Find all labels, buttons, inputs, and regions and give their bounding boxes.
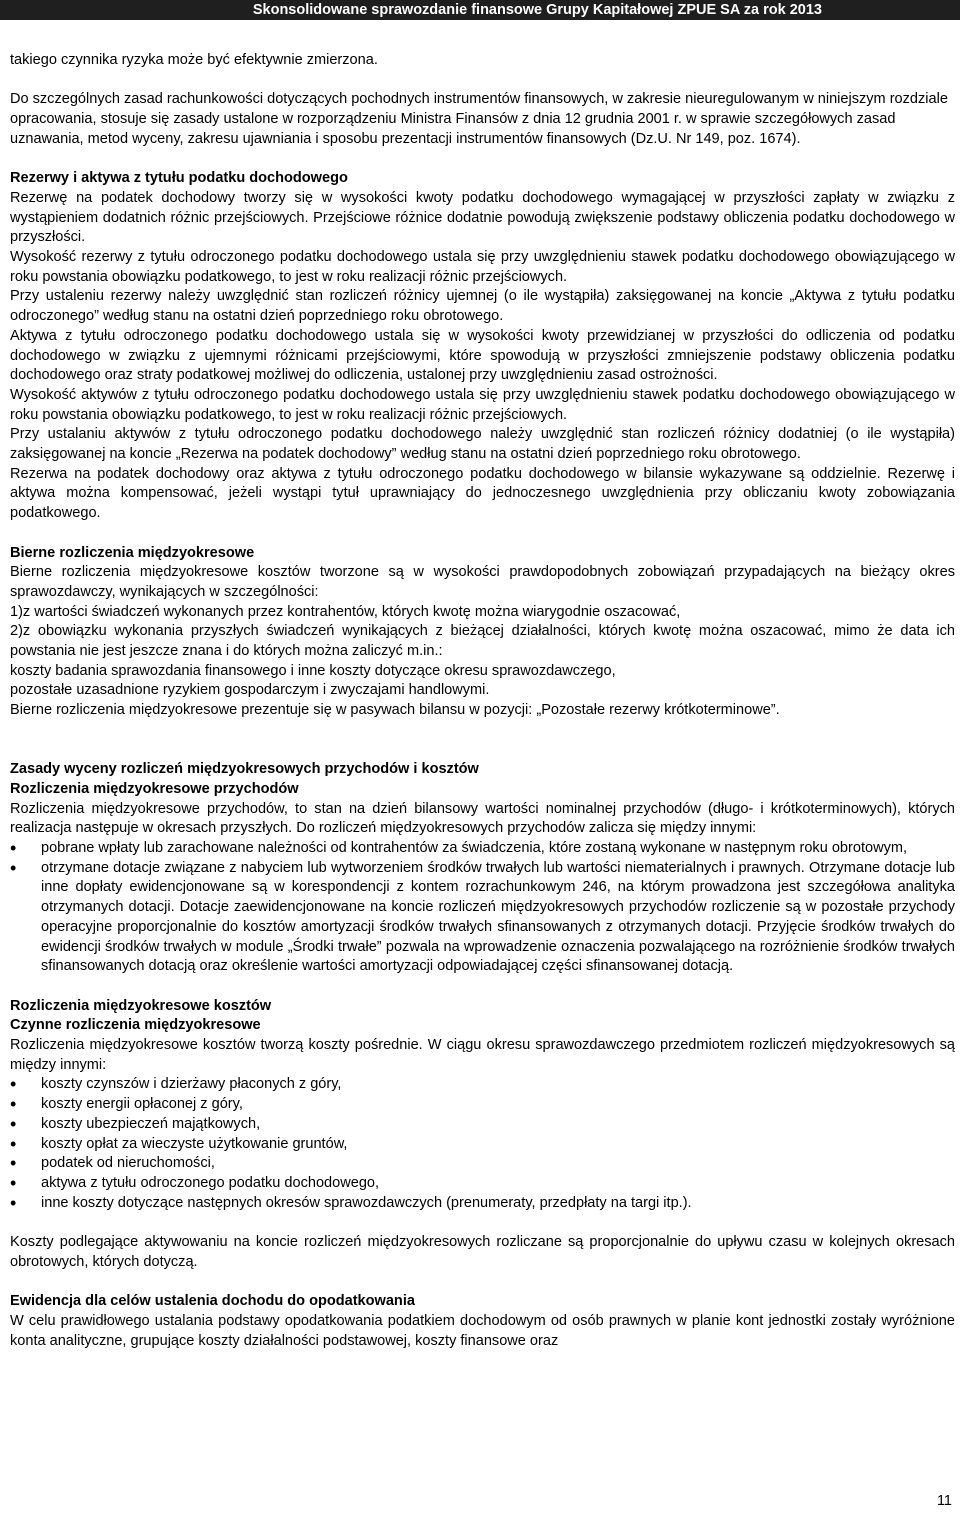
list-item: • otrzymane dotacje związane z nabyciem lub wytworzeniem środków trwałych lub wartości niematerialnych i prawnych. Otrzymane dotacje lub inne dopłaty ewidencjonowane są w korespondencji z kontem rozrachunkowym 246, na którym prowadzona jest szczegółowa analityka otrzymanych dotacji. Dotacje zaewidencjonowane na koncie rozliczeń międzyokresowych przychodów rozliczenie są w pozostałe przychody operacyjne proporcjonalnie do kosztów amortyzacji środków trwałych sfinansowanych z otrzymanych dotacji. Przyjęcie środków trwałych do ewidencji środków trwałych w module „Środki trwałe” pozwala na wprowadzenie oznaczenia pozwalającego na rozróżnienie środków trwałych sfinansowanych dotacją oraz określenie wartości amortyzacji odpowiadającej części sfinansowanej dotacją. <box>10 859 955 977</box>
list-item: • koszty ubezpieczeń majątkowych, <box>10 1115 955 1135</box>
list-item: • koszty opłat za wieczyste użytkowanie gruntów, <box>10 1135 955 1155</box>
section-heading: Bierne rozliczenia międzyokresowe <box>10 544 255 561</box>
paragraph: takiego czynnika ryzyka może być efektywnie zmierzona. <box>10 52 378 68</box>
list-line: 2)z obowiązku wykonania przyszłych świadczeń wynikających z bieżącej działalności, których kwotę można oszacować, mimo że data ich powstania nie jest jeszcze znana i do których można zaliczyć m.in.: <box>10 623 955 660</box>
page-content <box>10 51 955 1351</box>
list-line: 1)z wartości świadczeń wykonanych przez kontrahentów, których kwotę można wiarygodnie oszacować, <box>10 603 681 620</box>
bullet-list <box>10 839 955 977</box>
paragraph: Bierne rozliczenia międzyokresowe prezentuje się w pasywach bilansu w pozycji: „Pozostałe rezerwy krótkoterminowe”. <box>10 702 780 719</box>
section-heading: Zasady wyceny rozliczeń międzyokresowych przychodów i kosztów <box>10 761 479 778</box>
page-number: 11 <box>936 1493 952 1509</box>
document-title: Skonsolidowane sprawozdanie finansowe Grupy Kapitałowej ZPUE SA za rok 2013 <box>252 2 822 18</box>
header-bar <box>0 0 960 20</box>
paragraph: Przy ustaleniu rezerwy należy uwzględnić stan rozliczeń różnicy ujemnej (o ile wystąpiła) zaksięgowanej na koncie „Aktywa z tytułu podatku odroczonego” według stanu na ostatni dzień poprzedniego roku obrotowego. <box>10 288 955 325</box>
paragraph: Aktywa z tytułu odroczonego podatku dochodowego ustala się w wysokości kwoty przewidzianej w przyszłości do odliczenia od podatku dochodowego w związku z ujemnymi różnicami przejściowymi, które spowodują w przyszłości zmniejszenie podstawy obliczenia podatku dochodowego oraz straty podatkowej możliwej do odliczenia, ustalonej przy uwzględnieniu zasad ostrożności. <box>10 327 955 384</box>
paragraph: Rozliczenia międzyokresowe kosztów tworzą koszty pośrednie. W ciągu okresu sprawozdawczego przedmiotem rozliczeń międzyokresowych są między innymi: <box>10 1037 955 1073</box>
paragraph: Przy ustalaniu aktywów z tytułu odroczonego podatku dochodowego należy uwzględnić stan rozliczeń różnicy dodatniej (o ile wystąpiła) zaksięgowanej na koncie „Rezerwa na podatek dochodowy” według stanu na ostatni dzień poprzedniego roku obrotowego. <box>10 426 955 463</box>
paragraph: Rezerwę na podatek dochodowy tworzy się w wysokości kwoty podatku dochodowego wymagającej w przyszłości zapłaty w związku z wystąpieniem dodatnich różnic przejściowych. Przejściowe różnice dodatnie powodują zwiększenie podstawy obliczenia podatku dochodowego w przyszłości. <box>10 189 955 246</box>
paragraph: Rozliczenia międzyokresowe przychodów, to stan na dzień bilansowy wartości nominalnej przychodów (długo- i krótkoterminowych), których realizacja następuje w okresach przyszłych. Do rozliczeń międzyokresowych przychodów zalicza się między innymi: <box>10 800 955 837</box>
list-line: koszty badania sprawozdania finansowego i inne koszty dotyczące okresu sprawozdawczego, <box>10 662 616 679</box>
paragraph: Wysokość rezerwy z tytułu odroczonego podatku dochodowego ustala się przy uwzględnieniu stawek podatku dochodowego obowiązującego w roku powstania obowiązku podatkowego, to jest w roku realizacji różnic przejściowych. <box>10 249 955 285</box>
list-item: • inne koszty dotyczące następnych okresów sprawozdawczych (prenumeraty, przedpłaty na targi itp.). <box>10 1194 955 1214</box>
bullet-list <box>10 1075 955 1213</box>
list-item: • podatek od nieruchomości, <box>10 1154 955 1174</box>
paragraph: Do szczególnych zasad rachunkowości dotyczących pochodnych instrumentów finansowych, w zakresie nieuregulowanym w niniejszym rozdziale opracowania, stosuje się zasady ustalone w rozporządzeniu Ministra Finansów z dnia 12 grudnia 2001 r. w sprawie szczegółowych zasad uznawania, metod wyceny, zakresu ujawniania i sposobu prezentacji instrumentów finansowych (Dz.U. Nr 149, poz. 1674). <box>10 91 948 147</box>
paragraph: Bierne rozliczenia międzyokresowe kosztów tworzone są w wysokości prawdopodobnych zobowiązań przypadających na bieżący okres sprawozdawczy, wynikających w szczególności: <box>10 564 955 600</box>
section-heading: Ewidencja dla celów ustalenia dochodu do opodatkowania <box>10 1293 415 1310</box>
paragraph: Rezerwa na podatek dochodowy oraz aktywa z tytułu odroczonego podatku dochodowego w bilansie wykazywane są oddzielnie. Rezerwę i aktywa można kompensować, jeżeli wystąpi tytuł uprawniający do jednoczesnego uwzględnienia przy obliczaniu kwoty zobowiązania podatkowego. <box>10 465 955 522</box>
section-subheading: Czynne rozliczenia międzyokresowe <box>10 1017 261 1034</box>
list-item: • pobrane wpłaty lub zarachowane należności od kontrahentów za świadczenia, które zostaną wykonane w następnym roku obrotowym, <box>10 839 955 859</box>
paragraph: Koszty podlegające aktywowaniu na koncie rozliczeń międzyokresowych rozliczane są proporcjonalnie do upływu czasu w kolejnych okresach obrotowych, których dotyczą. <box>10 1234 955 1270</box>
list-item: • koszty czynszów i dzierżawy płaconych z góry, <box>10 1075 955 1095</box>
section-heading: Rezerwy i aktywa z tytułu podatku dochodowego <box>10 170 348 187</box>
section-subheading: Rozliczenia międzyokresowe przychodów <box>10 780 299 797</box>
list-item: • koszty energii opłaconej z góry, <box>10 1095 955 1115</box>
list-item: • aktywa z tytułu odroczonego podatku dochodowego, <box>10 1174 955 1194</box>
paragraph: W celu prawidłowego ustalania podstawy opodatkowania podatkiem dochodowym od osób prawnych w planie kont jednostki zostały wyróżnione konta analityczne, grupujące koszty działalności podstawowej, koszty finansowe oraz <box>10 1312 955 1349</box>
section-heading: Rozliczenia międzyokresowe kosztów <box>10 997 272 1014</box>
list-line: pozostałe uzasadnione ryzykiem gospodarczym i zwyczajami handlowymi. <box>10 682 490 699</box>
paragraph: Wysokość aktywów z tytułu odroczonego podatku dochodowego ustala się przy uwzględnieniu stawek podatku dochodowego obowiązującego w roku powstania obowiązku podatkowego, to jest w roku realizacji różnic przejściowych. <box>10 386 955 423</box>
